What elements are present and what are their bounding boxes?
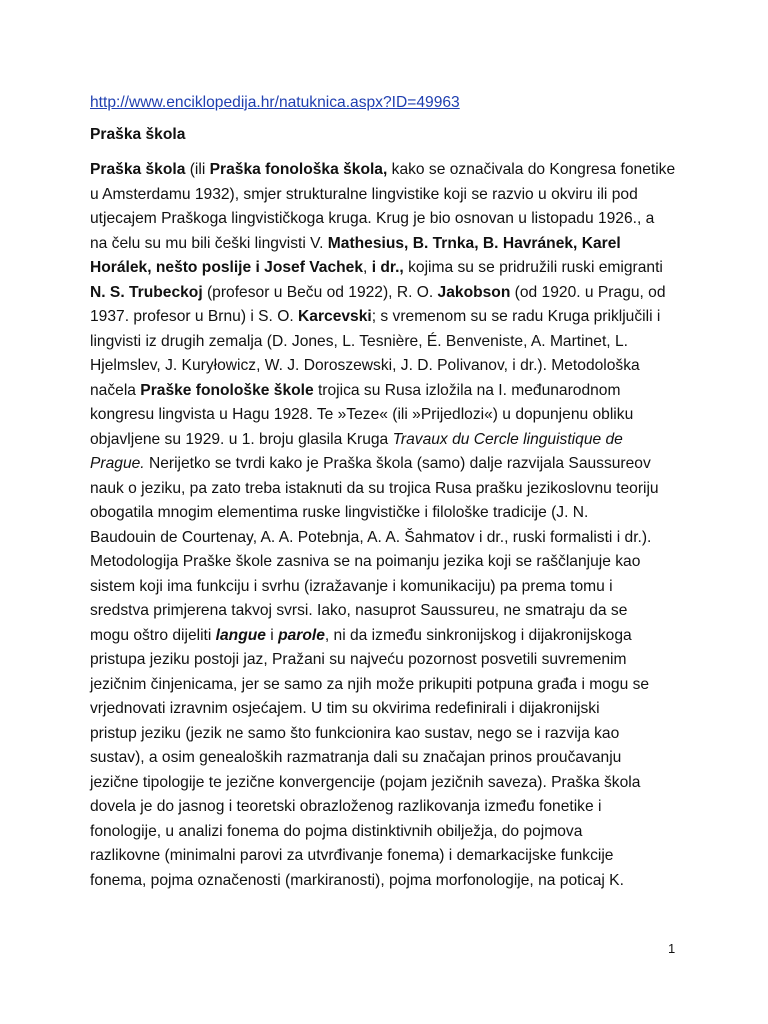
body-line <box>90 477 680 502</box>
text-run: i dr., <box>371 259 404 276</box>
body-line <box>90 526 680 551</box>
text-run: 1937. profesor u Brnu) i S. O. <box>90 308 299 325</box>
text-run: ; s vremenom su se radu Kruga priključili i <box>371 308 661 325</box>
body-line <box>90 575 680 600</box>
source-url-line <box>90 92 680 114</box>
body-line <box>90 183 680 208</box>
text-run: Metodologija Praške škole zasniva se na poimanju jezika koji se raščlanjuje kao <box>90 553 641 570</box>
text-run: u Amsterdamu 1932), smjer strukturalne lingvistike koji se razvio u okviru ili pod <box>90 185 638 203</box>
body-line <box>90 158 680 183</box>
text-run: fonema, pojma označenosti (markiranosti), pojma morfonologije, na poticaj K. <box>90 871 624 889</box>
body-line <box>90 550 680 575</box>
body-line <box>90 771 680 796</box>
body-line <box>90 207 680 232</box>
text-run: pristup jeziku (jezik ne samo što funkcionira kao sustav, nego se i razvija kao <box>90 724 620 742</box>
body-line <box>90 722 680 747</box>
text-run: Prague. <box>90 455 145 472</box>
page-number: 1 <box>668 941 676 956</box>
body-line <box>90 648 680 673</box>
body-line <box>90 673 680 698</box>
body-line <box>90 379 680 404</box>
text-run: sistem koji ima funkciju i svrhu (izražavanje i komunikaciju) pa prema tomu i <box>90 577 613 595</box>
text-run: langue <box>215 626 266 644</box>
body-line <box>90 232 680 257</box>
text-run: načela <box>90 381 141 399</box>
text-run: obogatila mnogim elementima ruske lingvističke i filološke tradicije (J. N. <box>90 504 589 521</box>
body-line <box>90 428 680 453</box>
body-line <box>90 844 680 869</box>
text-run: Praška škola <box>90 161 186 178</box>
text-run: jezičnim činjenicama, jer se samo za njih može prikupiti potpuna građa i mogu se <box>90 675 650 693</box>
body-line <box>90 281 680 306</box>
body-line <box>90 624 680 649</box>
text-run: Hjelmslev, J. Kuryłowicz, W. J. Doroszewski, J. D. Polivanov, i dr.). Metodološka <box>90 357 640 374</box>
text-run: parole <box>278 626 325 644</box>
text-run: N. S. Trubeckoj <box>90 283 203 301</box>
text-run: (profesor u Beču od 1922), R. O. <box>202 283 438 301</box>
text-run: Praške fonološke škole <box>140 381 314 399</box>
body-line <box>90 403 680 428</box>
text-run: na čelu su mu bili češki lingvisti V. <box>90 234 328 252</box>
text-run: fonologije, u analizi fonema do pojma distinktivnih obilježja, do pojmova <box>90 822 583 840</box>
body-line <box>90 746 680 771</box>
text-run: i <box>265 626 279 644</box>
body-line <box>90 820 680 845</box>
body-line <box>90 330 680 355</box>
text-run: mogu oštro dijeliti <box>90 626 216 644</box>
text-run: lingvisti iz drugih zemalja (D. Jones, L. Tesnière, É. Benveniste, A. Martinet, L. <box>90 332 628 350</box>
text-run: kongresu lingvista u Hagu 1928. Te »Teze« (ili »Prijedlozi«) u dopunjenu obliku <box>90 406 634 423</box>
text-run: sredstva primjerena takvoj svrsi. Iako, nasuprot Saussureu, ne smatraju da se <box>90 602 628 619</box>
body-line <box>90 869 680 894</box>
text-run: kojima su se pridružili ruski emigranti <box>403 259 663 276</box>
text-run: Praška fonološka škola, <box>209 161 388 178</box>
text-run: Horálek, nešto poslije i Josef Vachek <box>90 259 364 276</box>
text-run: Jakobson <box>437 283 511 301</box>
text-run: objavljene su 1929. u 1. broju glasila Kruga <box>90 430 393 448</box>
text-run: vrjednovati izravnim osjećajem. U tim su okvirima redefinirali i dijakronijski <box>90 700 600 717</box>
text-run: Baudouin de Courtenay, A. A. Potebnja, A. A. Šahmatov i dr., ruski formalisti i dr.). <box>90 528 652 546</box>
text-run: kako se označivala do Kongresa fonetike <box>387 161 676 178</box>
body-line <box>90 599 680 624</box>
article-body <box>90 158 680 893</box>
source-url-link[interactable]: http://www.enciklopedija.hr/natuknica.aspx?ID=49963 <box>90 94 460 111</box>
document-page <box>90 92 680 893</box>
text-run: (ili <box>185 161 210 178</box>
text-run: , <box>363 259 372 276</box>
body-line <box>90 354 680 379</box>
body-line <box>90 697 680 722</box>
text-run: razlikovne (minimalni parovi za utvrđivanje fonema) i demarkacijske funkcije <box>90 847 614 864</box>
text-run: sustav), a osim genealoških razmatranja dali su značajan prinos proučavanju <box>90 749 622 766</box>
text-run: (od 1920. u Pragu, od <box>510 283 666 301</box>
text-run: , ni da između sinkronijskog i dijakronijskoga <box>324 626 632 644</box>
body-line <box>90 501 680 526</box>
text-run: Nerijetko se tvrdi kako je Praška škola (samo) dalje razvijala Saussureov <box>144 455 651 472</box>
body-line <box>90 305 680 330</box>
text-run: Mathesius, B. Trnka, B. Havránek, Karel <box>327 234 621 252</box>
body-line <box>90 256 680 281</box>
text-run: Karcevski <box>298 308 372 325</box>
text-run: nauk o jeziku, pa zato treba istaknuti da su trojica Rusa prašku jezikoslovnu teoriju <box>90 479 659 497</box>
text-run: trojica su Rusa izložila na I. međunarodnom <box>313 381 621 399</box>
text-run: pristupa jeziku postoji jaz, Pražani su najveću pozornost posvetili suvremenim <box>90 651 627 668</box>
body-line <box>90 452 680 477</box>
body-line <box>90 795 680 820</box>
text-run: utjecajem Praškoga lingvističkoga kruga. Krug je bio osnovan u listopadu 1926., a <box>90 210 655 227</box>
page-title: Praška škola <box>90 126 186 143</box>
text-run: jezične tipologije te jezične konvergencije (pojam jezičnih saveza). Praška škola <box>90 773 641 791</box>
text-run: Travaux du Cercle linguistique de <box>392 430 623 448</box>
text-run: dovela je do jasnog i teoretski obrazloženog razlikovanja između fonetike i <box>90 798 602 815</box>
